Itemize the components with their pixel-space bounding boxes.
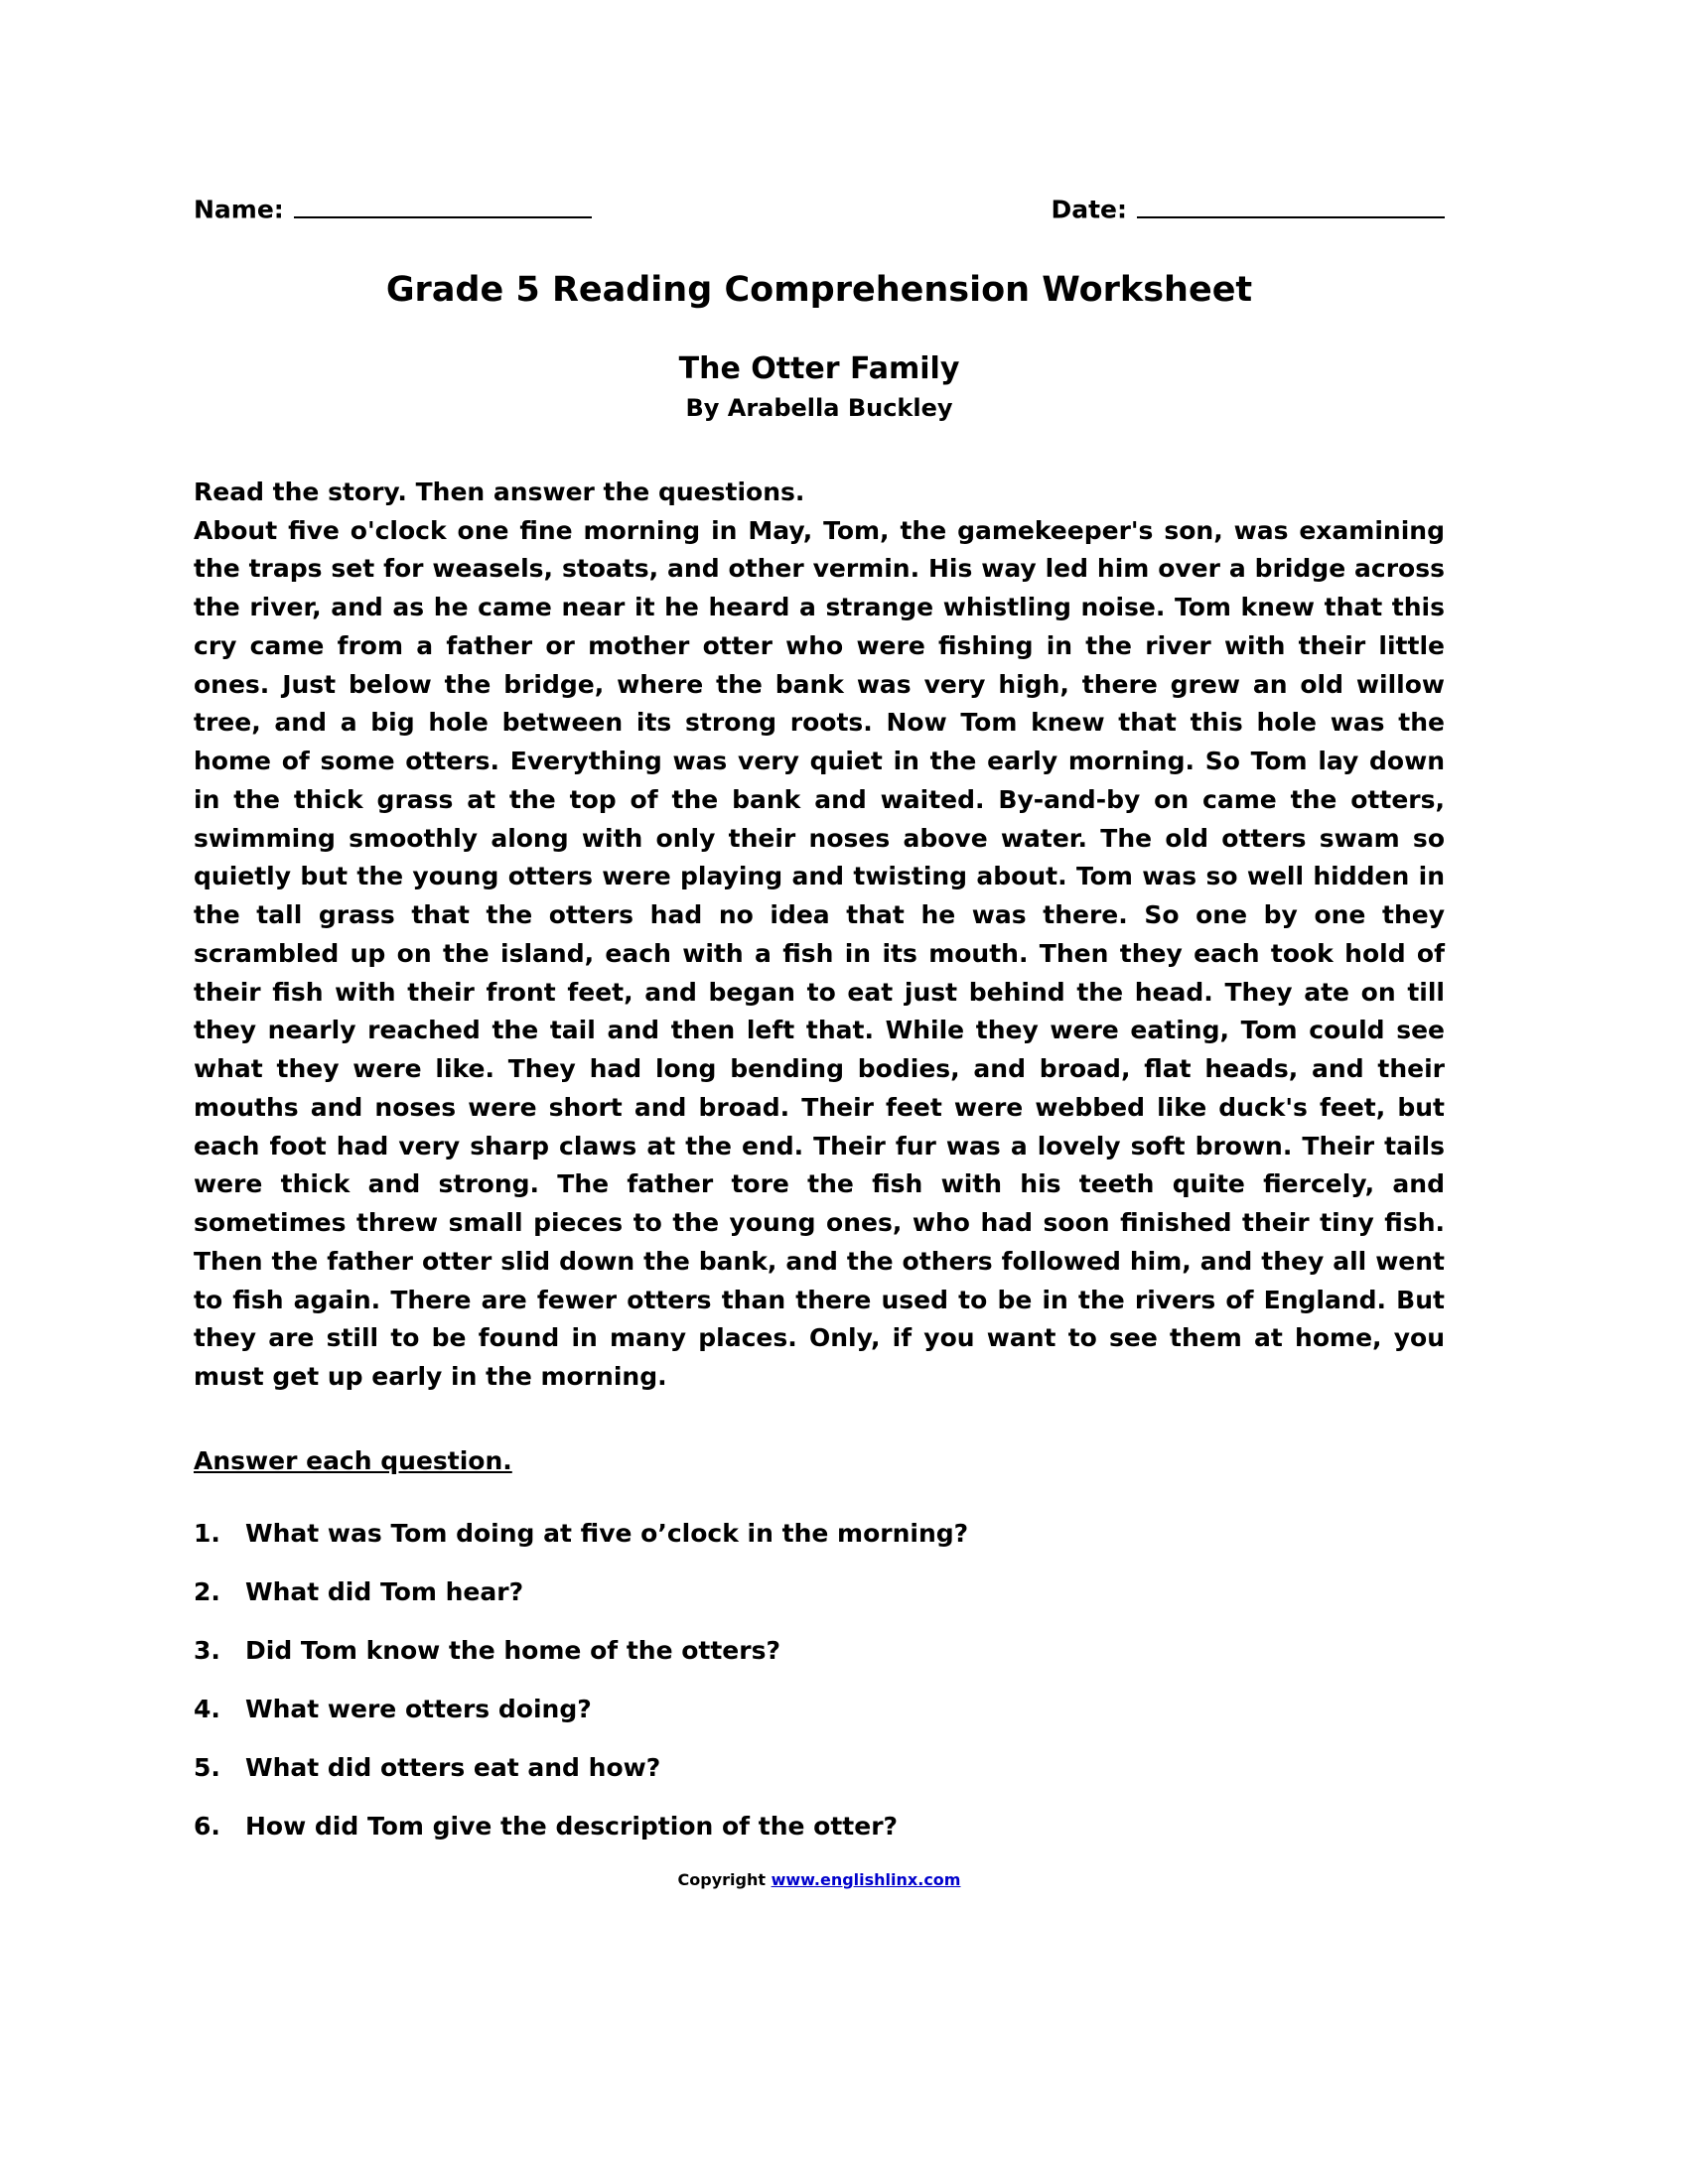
question-list — [194, 1519, 1445, 1841]
question-text: What did Tom hear? — [245, 1576, 524, 1606]
date-field — [1051, 189, 1445, 224]
question-item — [194, 1695, 1445, 1723]
question-text: What did otters eat and how? — [245, 1752, 661, 1782]
question-text: What were otters doing? — [245, 1694, 592, 1723]
date-label: Date: — [1051, 195, 1127, 224]
question-number: 6. — [194, 1811, 220, 1841]
question-item — [194, 1812, 1445, 1841]
question-number: 3. — [194, 1635, 220, 1665]
question-number: 4. — [194, 1694, 220, 1723]
question-item — [194, 1753, 1445, 1782]
date-blank-line — [1137, 189, 1445, 218]
copyright-link[interactable]: www.englishlinx.com — [771, 1869, 961, 1889]
question-item — [194, 1577, 1445, 1606]
question-text: How did Tom give the description of the otter? — [245, 1811, 899, 1841]
name-blank-line — [294, 189, 592, 218]
story-title: The Otter Family — [678, 350, 960, 386]
page-title: Grade 5 Reading Comprehension Worksheet — [385, 269, 1253, 310]
name-date-row — [194, 189, 1445, 224]
name-field — [194, 189, 592, 224]
question-item — [194, 1519, 1445, 1548]
question-text: What was Tom doing at five o’clock in the morning? — [245, 1518, 969, 1548]
question-number: 1. — [194, 1518, 220, 1548]
story-author: By Arabella Buckley — [685, 393, 953, 422]
story-instructions: Read the story. Then answer the questions. — [194, 477, 805, 506]
question-number: 2. — [194, 1576, 220, 1606]
footer — [194, 1870, 1445, 1889]
copyright-text: Copyright — [677, 1869, 766, 1889]
question-number: 5. — [194, 1752, 220, 1782]
questions-heading: Answer each question. — [194, 1445, 512, 1475]
story-text: About five o'clock one fine morning in May, Tom, the gamekeeper's son, was examining the traps set for weasels, stoats, and other vermin. His way led him over a bridge across the river, and as he came near it he heard a strange whistling noise. Tom knew that this cry came from a father or mother otter who were fishing in the river with their little ones. Just below the bridge, where the bank was very high, there grew an old willow tree, and a big hole between its strong roots. Now Tom knew that this hole was the home of some otters. Everything was very quiet in the early morning. So Tom lay down in the thick grass at the top of the bank and waited. By-and-by on came the otters, swimming smoothly along with only their noses above water. The old otters swam so quietly but the young otters were playing and twisting about. Tom was so well hidden in the tall grass that the otters had no idea that he was there. So one by one they scrambled up on the island, each with a fish in its mouth. Then they each took hold of their fish with their front feet, and began to eat just behind the head. They ate on till they nearly reached the tail and then left that. While they were eating, Tom could see what they were like. They had long bending bodies, and broad, flat heads, and their mouths and noses were short and broad. Their feet were webbed like duck's feet, but each foot had very sharp claws at the end. Their fur was a lovely soft brown. Their tails were thick and strong. The father tore the fish with his teeth quite fiercely, and sometimes threw small pieces to the young ones, who had soon finished their tiny fish. Then the father otter slid down the bank, and the others followed him, and they all went to fish again. There are fewer otters than there used to be in the rivers of England. But they are still to be found in many places. Only, if you want to see them at home, you must get up early in the morning. — [194, 515, 1445, 1391]
question-text: Did Tom know the home of the otters? — [245, 1635, 780, 1665]
question-item — [194, 1636, 1445, 1665]
name-label: Name: — [194, 195, 284, 224]
